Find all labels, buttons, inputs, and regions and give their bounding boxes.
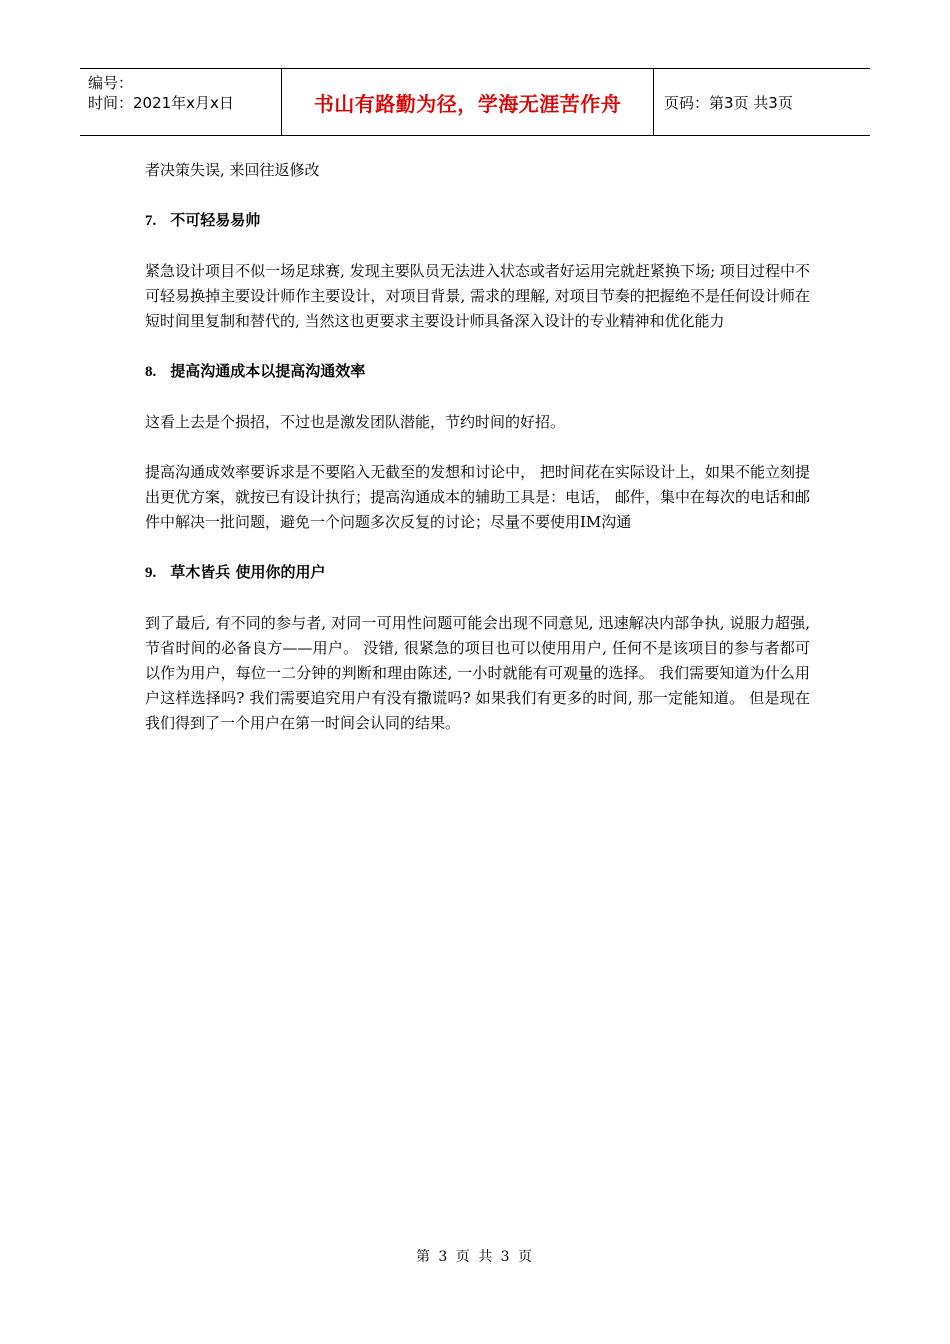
paragraph-section-8a: 这看上去是个损招，不过也是激发团队潜能，节约时间的好招。 bbox=[145, 413, 566, 431]
section-heading-9 bbox=[145, 560, 810, 586]
number-label: 编号： bbox=[88, 74, 134, 92]
paragraph-section-7: 紧急设计项目不似一场足球赛, 发现主要队员无法进入状态或者好运用完就赶紧换下场; 项目过程中不可轻易换掉主要设计师作主要设计，对项目背景, 需求的理解, 对项目节奏的把握绝不是任何设计师在短时间里复制和替代的, 当然这也更要求主要设计师具备深入设计的专业精神和优化能力 bbox=[145, 262, 810, 330]
page-header bbox=[80, 68, 870, 136]
paragraph-section-9: 到了最后, 有不同的参与者, 对同一可用性问题可能会出现不同意见, 迅速解决内部争执, 说服力超强, 节省时间的必备良方——用户。 没错, 很紧急的项目也可以使用用户, 任何不是该项目的参与者都可以作为用户，每位一二分钟的判断和理由陈述, 一小时就能有可观量的选择。 我们需要知道为什么用户这样选择吗? 我们需要追究用户有没有撒谎吗? 如果我们有更多的时间, 那一定能知道。 但是现在我们得到了一个用户在第一时间会认同的结果。 bbox=[145, 614, 810, 732]
page-info: 页码：第3页 共3页 bbox=[664, 93, 793, 112]
header-page-info-cell bbox=[654, 69, 870, 135]
page-footer: 第 3 页 共 3 页 bbox=[415, 1249, 535, 1265]
motto: 书山有路勤为径，学海无涯苦作舟 bbox=[313, 91, 622, 116]
section-number: 9. bbox=[145, 565, 157, 581]
section-title: 提高沟通成本以提高沟通效率 bbox=[170, 362, 366, 380]
header-motto-cell bbox=[281, 69, 654, 135]
paragraph-section-8b: 提高沟通成效率要诉求是不要陷入无截至的发想和讨论中， 把时间花在实际设计上，如果不能立刻提出更优方案，就按已有设计执行；提高沟通成本的辅助工具是：电话， 邮件，集中在每次的电话和邮件中解决一批问题，避免一个问题多次反复的讨论；尽量不要使用IM沟通 bbox=[145, 463, 810, 531]
section-heading-7 bbox=[145, 208, 810, 234]
time-label: 时间：2021年x月x日 bbox=[88, 94, 234, 112]
section-number: 8. bbox=[145, 364, 157, 380]
section-title: 不可轻易易帅 bbox=[170, 211, 261, 229]
section-number: 7. bbox=[145, 213, 157, 229]
section-title: 草木皆兵 使用你的用户 bbox=[170, 563, 326, 581]
document-body bbox=[145, 158, 810, 736]
paragraph-continued: 者决策失误, 来回往返修改 bbox=[145, 161, 320, 179]
header-meta bbox=[80, 69, 281, 135]
section-heading-8 bbox=[145, 359, 810, 385]
